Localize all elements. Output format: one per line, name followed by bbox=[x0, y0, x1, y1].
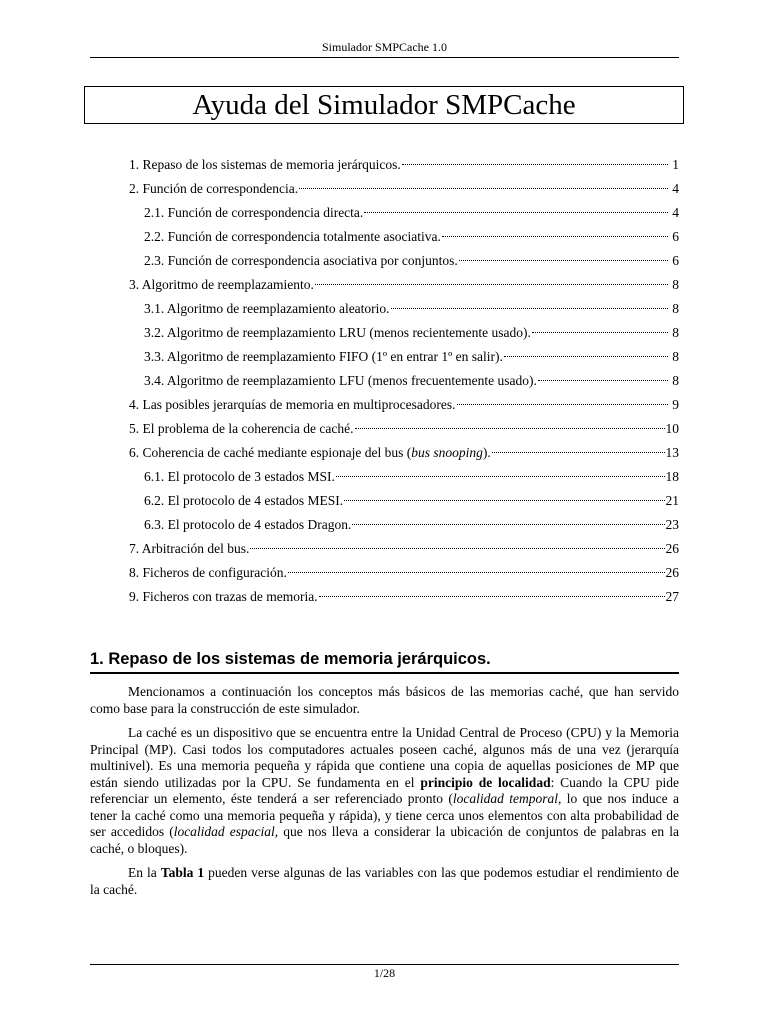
toc-entry[interactable] bbox=[129, 561, 679, 585]
toc-entry-page: 4 bbox=[672, 181, 679, 196]
toc-entry-label: 6.3. El protocolo de 4 estados Dragon. bbox=[144, 517, 352, 532]
toc-entry-label: 3.1. Algoritmo de reemplazamiento aleatorio. bbox=[144, 301, 390, 316]
toc-entry[interactable] bbox=[129, 393, 679, 417]
toc-entry-label: 3.3. Algoritmo de reemplazamiento FIFO (1º en entrar 1º en salir). bbox=[144, 349, 503, 364]
toc-entry-page: 18 bbox=[665, 469, 679, 484]
toc-entry-label: 2.1. Función de correspondencia directa. bbox=[144, 205, 364, 220]
toc-leader bbox=[402, 164, 668, 165]
toc-entry-page: 21 bbox=[665, 493, 679, 508]
toc-entry-page: 6 bbox=[672, 229, 679, 244]
toc-leader bbox=[532, 332, 668, 333]
toc-entry-page: 23 bbox=[665, 517, 679, 532]
toc-subentry[interactable] bbox=[129, 513, 679, 537]
toc-entry-label: 2. Función de correspondencia. bbox=[129, 181, 299, 196]
toc-entry-label: 3. Algoritmo de reemplazamiento. bbox=[129, 277, 314, 292]
toc-leader bbox=[352, 524, 664, 525]
toc-subentry[interactable] bbox=[129, 465, 679, 489]
toc-leader bbox=[492, 452, 665, 453]
toc-leader bbox=[319, 596, 665, 597]
text-run: pueden verse algunas de las variables con las que podemos estudiar el rendimiento de la caché. bbox=[90, 865, 679, 897]
toc-entry[interactable] bbox=[129, 273, 679, 297]
toc-entry-label: 2.2. Función de correspondencia totalmente asociativa. bbox=[144, 229, 441, 244]
toc-subentry[interactable] bbox=[129, 369, 679, 393]
text-run: , que nos lleva a considerar la ubicación de conjuntos de palabras en la caché, o bloques). bbox=[90, 824, 680, 856]
toc-entry[interactable] bbox=[129, 177, 679, 201]
footer-divider bbox=[90, 964, 679, 965]
toc-entry-page: 9 bbox=[672, 397, 679, 412]
toc-entry-page: 8 bbox=[672, 325, 679, 340]
toc-entry-page: 6 bbox=[672, 253, 679, 268]
text-run: , lo que nos induce a tener la caché como una memoria pequeña y rápida), y tiene cerca unos elementos con alta probabilidad de ser accedidos ( bbox=[90, 791, 679, 839]
toc-entry-page: 8 bbox=[672, 301, 679, 316]
toc-entry[interactable] bbox=[129, 585, 679, 609]
header-divider bbox=[90, 57, 679, 58]
section-body bbox=[90, 684, 679, 906]
toc-entry-label-emphasis: bus snooping bbox=[411, 445, 483, 460]
toc-leader bbox=[364, 212, 668, 213]
toc-leader bbox=[391, 308, 668, 309]
toc-leader bbox=[344, 500, 664, 501]
toc-entry-label: 6.2. El protocolo de 4 estados MESI. bbox=[144, 493, 344, 508]
toc-entry-label-part: ). bbox=[482, 445, 491, 460]
toc-subentry[interactable] bbox=[129, 225, 679, 249]
paragraph-cache-definition bbox=[90, 725, 679, 857]
toc-entry-label: 9. Ficheros con trazas de memoria. bbox=[129, 589, 318, 604]
toc-leader bbox=[299, 188, 668, 189]
toc-leader bbox=[315, 284, 668, 285]
toc-entry-label: 7. Arbitración del bus. bbox=[129, 541, 250, 556]
toc-entry[interactable] bbox=[129, 441, 679, 465]
toc-entry[interactable] bbox=[129, 417, 679, 441]
table-of-contents bbox=[129, 153, 679, 609]
toc-entry-label: 1. Repaso de los sistemas de memoria jerárquicos. bbox=[129, 157, 401, 172]
text-run: En la bbox=[128, 865, 161, 880]
toc-leader bbox=[504, 356, 668, 357]
paragraph-intro: Mencionamos a continuación los conceptos más básicos de las memorias caché, que han servido como base para la construcción de este simulador. bbox=[90, 684, 679, 716]
toc-leader bbox=[457, 404, 668, 405]
toc-entry-label: 3.4. Algoritmo de reemplazamiento LFU (menos frecuentemente usado). bbox=[144, 373, 537, 388]
toc-entry-page: 8 bbox=[672, 277, 679, 292]
toc-leader bbox=[336, 476, 665, 477]
toc-leader bbox=[442, 236, 668, 237]
page-number: 1/28 bbox=[373, 966, 396, 980]
toc-entry-page: 27 bbox=[665, 589, 679, 604]
italic-term: localidad espacial bbox=[173, 824, 275, 839]
toc-subentry[interactable] bbox=[129, 345, 679, 369]
toc-entry[interactable] bbox=[129, 153, 679, 177]
toc-subentry[interactable] bbox=[129, 297, 679, 321]
toc-entry-page: 8 bbox=[672, 373, 679, 388]
bold-term: principio de localidad bbox=[420, 774, 551, 790]
toc-entry-page: 10 bbox=[665, 421, 679, 436]
toc-entry-page: 8 bbox=[672, 349, 679, 364]
toc-entry-page: 4 bbox=[672, 205, 679, 220]
toc-entry-page: 26 bbox=[665, 565, 679, 580]
toc-entry-page: 26 bbox=[665, 541, 679, 556]
page-header: Simulador SMPCache 1.0 bbox=[322, 40, 447, 54]
toc-subentry[interactable] bbox=[129, 249, 679, 273]
italic-term: localidad temporal bbox=[452, 791, 558, 806]
toc-entry-label-part: 6. Coherencia de caché mediante espionaje del bus ( bbox=[129, 445, 412, 460]
toc-leader bbox=[355, 428, 665, 429]
toc-entry-label: 8. Ficheros de configuración. bbox=[129, 565, 287, 580]
table-reference[interactable]: Tabla 1 bbox=[160, 865, 205, 880]
toc-subentry[interactable] bbox=[129, 201, 679, 225]
toc-leader bbox=[288, 572, 665, 573]
toc-entry-page: 13 bbox=[665, 445, 679, 460]
toc-entry-label bbox=[129, 441, 491, 465]
text-run: La caché es un dispositivo que se encuentra entre la Unidad Central de Proceso (CPU) y la Memoria Principal (MP). Casi todos los computadores actuales poseen caché, algunos más de una vez (jerarquía multinivel). Es una memoria pequeña y rápida que contiene una copia de aquellas posiciones de MP que están siendo utilizadas por la CPU. Se fundamenta en el bbox=[90, 725, 679, 790]
toc-leader bbox=[250, 548, 664, 549]
text-run: : Cuando la CPU pide referenciar un elemento, éste tenderá a ser referenciado pronto ( bbox=[90, 774, 679, 806]
section-heading: 1. Repaso de los sistemas de memoria jerárquicos. bbox=[90, 650, 679, 674]
paragraph-table-reference bbox=[90, 865, 679, 898]
toc-subentry[interactable] bbox=[129, 321, 679, 345]
toc-entry-label: 6.1. El protocolo de 3 estados MSI. bbox=[144, 469, 335, 484]
toc-subentry[interactable] bbox=[129, 489, 679, 513]
toc-entry-label: 5. El problema de la coherencia de caché. bbox=[129, 421, 354, 436]
toc-entry-label: 2.3. Función de correspondencia asociativa por conjuntos. bbox=[144, 253, 458, 268]
toc-entry-page: 1 bbox=[672, 157, 679, 172]
toc-entry[interactable] bbox=[129, 537, 679, 561]
document-title: Ayuda del Simulador SMPCache bbox=[84, 86, 684, 124]
toc-leader bbox=[459, 260, 668, 261]
toc-leader bbox=[538, 380, 668, 381]
toc-entry-label: 4. Las posibles jerarquías de memoria en multiprocesadores. bbox=[129, 397, 456, 412]
toc-entry-label: 3.2. Algoritmo de reemplazamiento LRU (menos recientemente usado). bbox=[144, 325, 531, 340]
